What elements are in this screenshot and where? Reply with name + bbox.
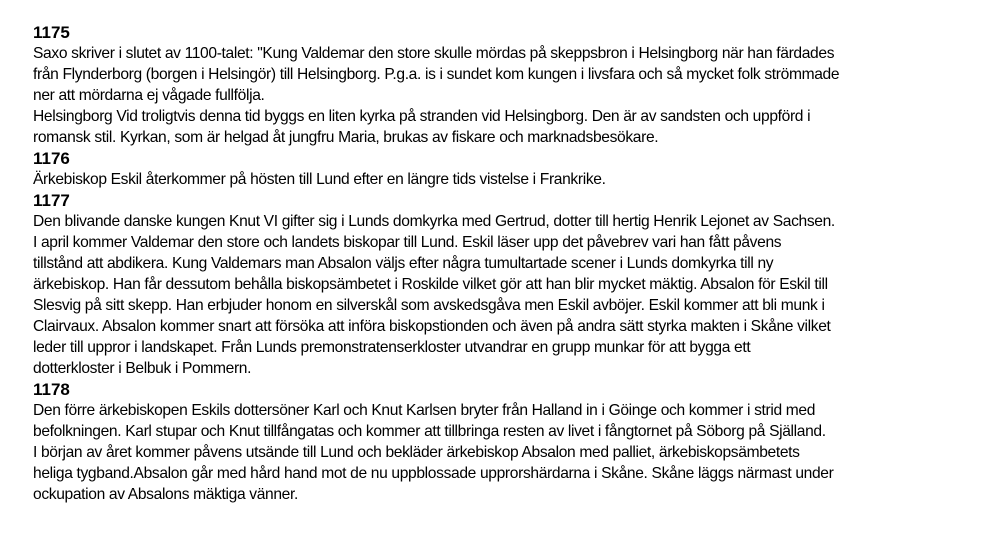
- text-line: Den förre ärkebiskopen Eskils dottersöner Karl och Knut Karlsen bryter från Halland in i Göinge och kommer i strid med: [33, 402, 816, 419]
- text-line: ockupation av Absalons mäktiga vänner.: [33, 486, 298, 503]
- year-heading: 1176: [33, 149, 70, 168]
- text-line: Clairvaux. Absalon kommer snart att försöka att införa biskopstionden och även på andra sätt styrka makten i Skåne vilket: [33, 318, 831, 335]
- year-section: [33, 22, 973, 148]
- text-line: Den blivande danske kungen Knut VI gifter sig i Lunds domkyrka med Gertrud, dotter till hertig Henrik Lejonet av Sachsen.: [33, 213, 835, 230]
- year-section: [33, 148, 973, 190]
- text-line: leder till uppror i landskapet. Från Lunds premonstratenserkloster utvandrar en grupp munkar för att bygga ett: [33, 339, 751, 356]
- text-line: dotterkloster i Belbuk i Pommern.: [33, 360, 252, 377]
- text-line: ärkebiskop. Han får dessutom behålla biskopsämbetet i Roskilde vilket gör att han blir mycket mäktig. Absalon för Eskil till: [33, 276, 828, 293]
- text-line: ner att mördarna ej vågade fullfölja.: [33, 87, 265, 104]
- document-body: [33, 22, 973, 505]
- year-heading: 1175: [33, 23, 70, 42]
- text-line: heliga tygband.Absalon går med hård hand mot de nu uppblossade upprorshärdarna i Skåne. Skåne läggs närmast under: [33, 465, 834, 482]
- text-line: befolkningen. Karl stupar och Knut tillfångatas och kommer att tillbringa resten av livet i fångtornet på Söborg på Själland.: [33, 423, 826, 440]
- text-line: från Flynderborg (borgen i Helsingör) till Helsingborg. P.g.a. is i sundet kom kungen i livsfara och så mycket folk strömmade: [33, 66, 840, 83]
- year-heading: 1178: [33, 380, 70, 399]
- text-line: Ärkebiskop Eskil återkommer på hösten till Lund efter en längre tids vistelse i Frankrike.: [33, 171, 606, 188]
- text-line: Slesvig på sitt skepp. Han erbjuder honom en silverskål som avskedsgåva men Eskil avböjer. Eskil kommer att bli munk i: [33, 297, 825, 314]
- text-line: I april kommer Valdemar den store och landets biskopar till Lund. Eskil läser upp det påvebrev vari han fått påvens: [33, 234, 782, 251]
- text-line: Saxo skriver i slutet av 1100-talet: "Kung Valdemar den store skulle mördas på skeppsbron i Helsingborg när han färdades: [33, 45, 835, 62]
- text-line: romansk stil. Kyrkan, som är helgad åt jungfru Maria, brukas av fiskare och marknadsbesökare.: [33, 129, 659, 146]
- year-section: [33, 379, 973, 505]
- year-heading: 1177: [33, 191, 70, 210]
- text-line: Helsingborg Vid troligtvis denna tid byggs en liten kyrka på stranden vid Helsingborg. Den är av sandsten och uppförd i: [33, 108, 811, 125]
- text-line: I början av året kommer påvens utsände till Lund och bekläder ärkebiskop Absalon med palliet, ärkebiskopsämbetets: [33, 444, 800, 461]
- year-section: [33, 190, 973, 379]
- text-line: tillstånd att abdikera. Kung Valdemars man Absalon väljs efter några tumultartade scener i Lunds domkyrka till ny: [33, 255, 774, 272]
